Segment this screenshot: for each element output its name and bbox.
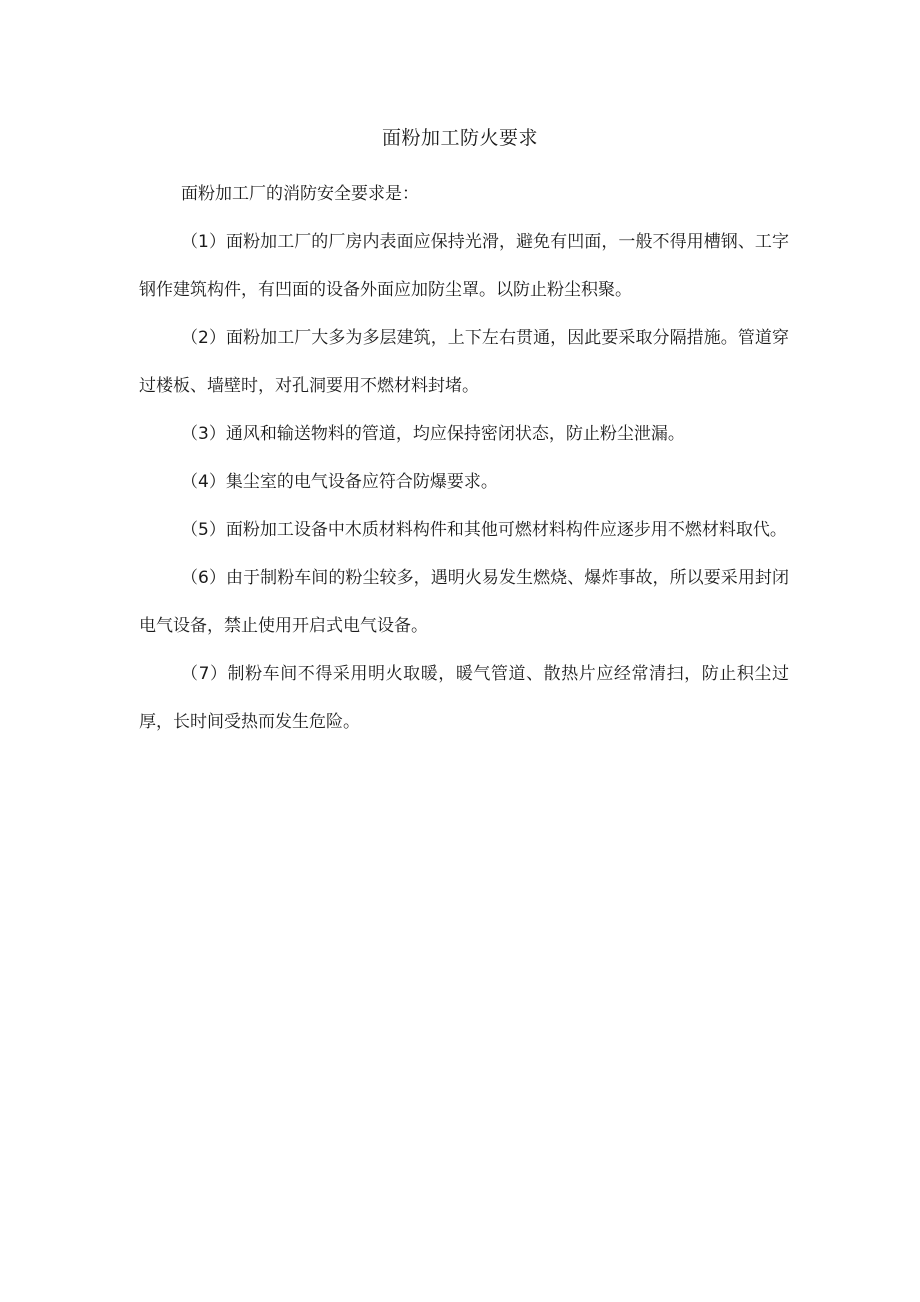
requirement-paragraph-6: （6）由于制粉车间的粉尘较多，遇明火易发生燃烧、爆炸事故，所以要采用封闭电气设备，禁止使用开启式电气设备。 — [139, 568, 789, 636]
requirement-paragraph-5: （5）面粉加工设备中木质材料构件和其他可燃材料构件应逐步用不燃材料取代。 — [181, 520, 787, 540]
requirement-paragraph-3: （3）通风和输送物料的管道，均应保持密闭状态，防止粉尘泄漏。 — [181, 424, 685, 444]
requirement-paragraph-1: （1）面粉加工厂的厂房内表面应保持光滑，避免有凹面，一般不得用槽钢、工字钢作建筑构件，有凹面的设备外面应加防尘罩。以防止粉尘积聚。 — [139, 232, 789, 300]
intro-paragraph: 面粉加工厂的消防安全要求是： — [181, 184, 419, 204]
requirement-paragraph-4: （4）集尘室的电气设备应符合防爆要求。 — [181, 472, 498, 492]
requirement-paragraph-2: （2）面粉加工厂大多为多层建筑，上下左右贯通，因此要采取分隔措施。管道穿过楼板、墙壁时，对孔洞要用不燃材料封堵。 — [139, 328, 789, 396]
requirement-paragraph-7: （7）制粉车间不得采用明火取暖，暖气管道、散热片应经常清扫，防止积尘过厚，长时间受热而发生危险。 — [139, 664, 789, 732]
document-title: 面粉加工防火要求 — [381, 127, 538, 149]
document-body — [139, 170, 789, 746]
